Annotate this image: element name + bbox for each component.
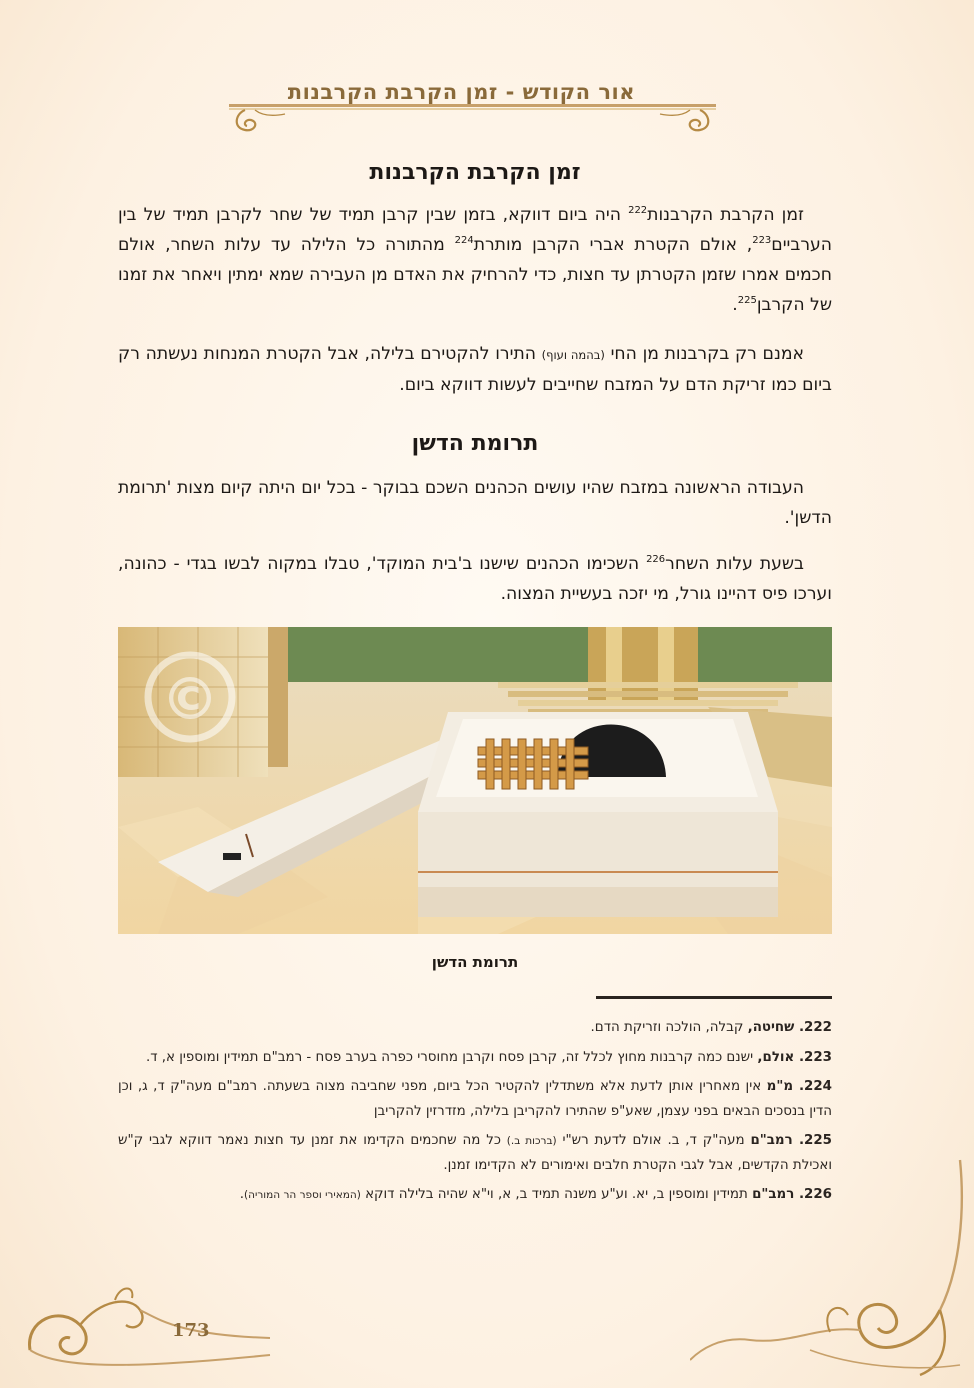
footnote-223: 223. אולם, ישנם כמה קרבנות מחוץ לכלל זה, קרבן פסח וקרבן מחוסרי כפרה בערב פסח - רמב"ם תמידין ומוספין א, ד. xyxy=(145,1049,832,1065)
header-ornament-rule xyxy=(225,100,720,138)
footnote-224: 224. מ"מ אין מאחרין אותן לדעת אלא משתדלין להקטיר הכל ביום, מפני שחביבה מצוה בשעתה. רמב"ם מעה"ק ד, ג, וכן הדין בנסכים הבאים בפני עצמן, שאע"פ שהתירו להקריבן בלילה, מזדרזין להקריבן xyxy=(118,1079,832,1119)
copyright-watermark: © xyxy=(161,665,219,733)
paragraph-night-burning: אמנם רק בקרבנות מן החי (בהמה ועוף) התירו להקטירם בלילה, אבל הקטרת המנחות נעשתה רק ביום כמו זריקת הדם על המזבח שחייבים לעשות דווקא ביום. xyxy=(118,344,832,395)
page-number: 173 xyxy=(172,1320,210,1341)
paragraph-first-service: העבודה הראשונה במזבח שהיו עושים הכהנים השכם בבוקר - בכל יום היתה קיום מצות 'תרומת הדשן'. xyxy=(118,478,832,528)
footnote-ref-223[interactable]: 223 xyxy=(752,235,772,246)
footnote-separator xyxy=(596,996,832,999)
bottom-left-flourish xyxy=(20,1280,290,1380)
footnote-ref-224[interactable]: 224 xyxy=(454,235,474,246)
footnote-225: 225. רמב"ם מעה"ק ד, ב. אולם לדעת רש"י (ברכות ב.) כל מה שחכמים הקדימו את זמנן עד חצות נאמר דווקא לגבי ק"ש ואכילת הקדשים, אבל לגבי הקטרת חלבים ואימורים לא הקדימו זמנן. xyxy=(118,1133,832,1173)
footnote-ref-222[interactable]: 222 xyxy=(628,205,648,216)
bottom-right-flourish xyxy=(690,1150,974,1388)
section-title-korbanot-time: זמן הקרבת הקרבנות xyxy=(369,160,581,185)
section-title-terumat-hadeshen: תרומת הדשן xyxy=(411,431,539,456)
figure-caption: תרומת הדשן xyxy=(431,953,519,971)
paragraph-offering-time: זמן הקרבת הקרבנות$^{222}$ היה ביום דווקא, בזמן שבין קרבן תמיד של שחר לקרבן תמיד של בין הערביים$^{223}$, אולם הקטרת אברי הקרבן מותרת$^{224}$ מהתורה כל הלילה עד עלות השחר, אולם חכמים אמרו שזמן הקטרתן עד חצות, כדי להרחיק את האדם מן העבירה שמא ימתין ויאחר את זמנו של הקרבן$^{225}$. xyxy=(118,205,833,315)
footnote-ref-225[interactable]: 225 xyxy=(737,295,757,306)
footnote-222: 222. שחיטה, קבלה, הולכה וזריקת הדם. xyxy=(590,1020,832,1035)
running-header: אור הקודש - זמן הקרבת הקרבנות xyxy=(287,80,635,104)
footnote-ref-226[interactable]: 226 xyxy=(646,554,666,565)
altar-render-image xyxy=(118,627,832,934)
footnote-226: 226. רמב"ם תמידין ומוספין ב, יא. וע"ע משנה תמיד ב, א, וי"א שהיה בלילה דוקא (המאירי וספר הר המוריה). xyxy=(239,1187,832,1202)
paragraph-dawn-lottery: בשעת עלות השחר$^{226}$ השכימו הכהנים שישנו ב'בית המוקד', טבלו במקוה לבשו בגדי - כהונה, וערכו פיס דהיינו גורל, מי יזכה בעשיית המצוה. xyxy=(118,554,832,604)
altar-illustration xyxy=(118,627,832,934)
